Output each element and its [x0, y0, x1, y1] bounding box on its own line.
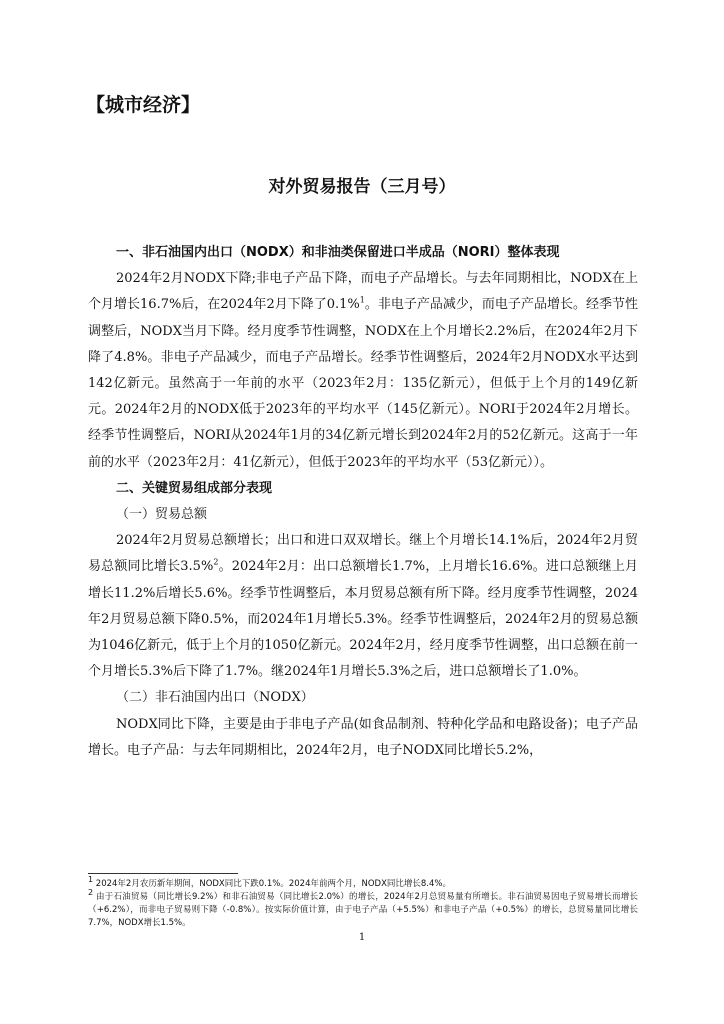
paragraph-text: 。2024年2月：出口总额增长1.7%，上月增长16.6%。进口总额继上月增长11.2%后增长5.6%。经季节性调整后，本月贸易总额有所下降。经月度季节性调整，2024年2月贸易总额下降0.5%，而2024年1月增长5.3%。经季节性调整后，2024年2月的贸易总额为1046亿新元，低于上个月的1050亿新元。2024年2月，经月度季节性调整，出口总额在前一个月增长5.3%后下降了1.7%。继2024年1月增长5.3%之后，进口总额增长了1.0%。 [88, 559, 638, 680]
footnote-ref-2[interactable]: 2 [213, 558, 219, 568]
footnote-ref-1[interactable]: 1 [359, 296, 365, 306]
page-number: 1 [358, 932, 366, 943]
footnote-text: 由于石油贸易（同比增长9.2%）和非石油贸易（同比增长2.0%）的增长，2024年2月总贸易量有所增长。非石油贸易因电子贸易增长而增长（+6.2%），而非电子贸易则下降（-0.8%）。按实际价值计算，由于电子产品（+5.5%）和非电子产品（+0.5%）的增长，总贸易量同比增长7.7%，NODX增长1.5%。 [88, 892, 638, 928]
paragraph-text: 2024年2月贸易总额增长；出口和进口双双增长。继上个月增长14.1%后，2024年2月贸易总额同比增长3.5% [88, 533, 638, 575]
footnote-text: 2024年2月农历新年期间，NODX同比下跌0.1%。2024年前两个月，NODX同比增长8.4%。 [95, 879, 451, 889]
footnote-divider [88, 873, 238, 874]
subsection-2-paragraph: NODX同比下降，主要是由于非电子产品(如食品制剂、特种化学品和电路设备)；电子产品增长。电子产品：与去年同期相比，2024年2月，电子NODX同比增长5.2%， [88, 716, 638, 758]
subsection-2-heading: （二）非石油国内出口（NODX） [116, 690, 314, 706]
footnote-2 [88, 888, 638, 930]
footnote-mark: 2 [88, 888, 94, 898]
section-1-heading: 一、非石油国内出口（NODX）和非油类保留进口半成品（NORI）整体表现 [116, 245, 560, 260]
section-2-heading: 二、关键贸易组成部分表现 [116, 480, 273, 496]
footnote-mark: 1 [88, 875, 94, 885]
report-body [88, 240, 638, 764]
section-1-paragraph [88, 266, 638, 476]
report-title: 对外贸易报告（三月号） [268, 177, 456, 197]
footnote-1 [88, 875, 638, 891]
subsection-1-paragraph [88, 528, 638, 685]
footnotes [88, 875, 638, 930]
paragraph-text: 。非电子产品减少，而电子产品增长。经季节性调整后，NODX当月下降。经月度季节性调整，NODX在上个月增长2.2%后，在2024年2月下降了4.8%。非电子产品减少，而电子产品增长。经季节性调整后，2024年2月NODX水平达到142亿新元。虽然高于一年前的水平（2023年2月：135亿新元），但低于上个月的149亿新元。2024年2月的NODX低于2023年的平均水平（145亿新元）。NORI于2024年2月增长。经季节性调整后，NORI从2024年1月的34亿新元增长到2024年2月的52亿新元。这高于一年前的水平（2023年2月：41亿新元），但低于2023年的平均水平（53亿新元））。 [88, 297, 638, 470]
subsection-1-heading: （一）贸易总额 [116, 507, 208, 523]
paragraph-text: 2024年2月NODX下降;非电子产品下降，而电子产品增长。与去年同期相比，NODX在上个月增长16.7%后，在2024年2月下降了0.1% [88, 271, 638, 313]
section-header: 【城市经济】 [86, 94, 201, 116]
